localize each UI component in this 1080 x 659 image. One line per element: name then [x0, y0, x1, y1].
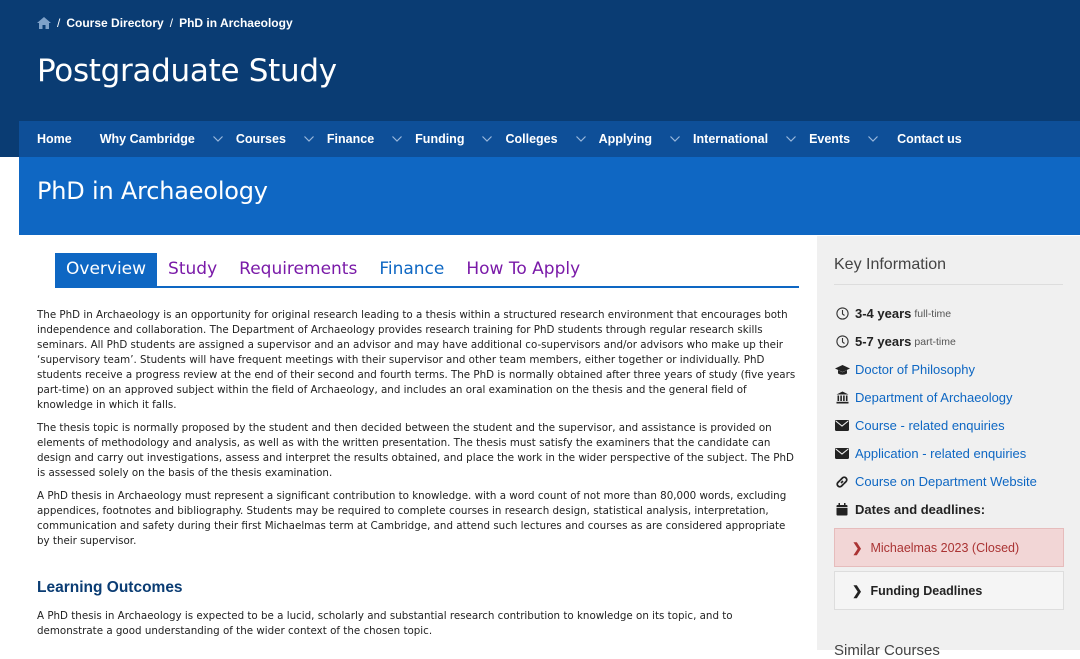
breadcrumb: [37, 16, 293, 30]
nav-label: Home: [37, 132, 72, 146]
clock-icon: [835, 335, 849, 348]
main-nav: [19, 121, 1080, 157]
page-title: PhD in Archaeology: [37, 177, 268, 205]
department-website-label[interactable]: Course on Department Website: [855, 474, 1037, 489]
breadcrumb-separator: /: [169, 16, 174, 30]
degree-label[interactable]: Doctor of Philosophy: [855, 362, 975, 377]
term-label: Michaelmas 2023 (Closed): [870, 540, 1020, 555]
nav-label: Contact us: [897, 132, 962, 146]
breadcrumb-course-directory[interactable]: Course Directory: [66, 16, 164, 30]
nav-applying[interactable]: [599, 121, 693, 157]
institution-icon: [835, 391, 849, 404]
course-enquiries-label[interactable]: Course - related enquiries: [855, 418, 1005, 433]
breadcrumb-current[interactable]: PhD in Archaeology: [179, 16, 293, 30]
sidebar-title: Key Information: [834, 256, 947, 273]
paragraph: A PhD thesis in Archaeology must represent a significant contribution to knowledge. with a word count of not more than 80,000 words, excluding appendices, footnotes and bibliography. Students may be required to complete courses in research design, statistical analysis, interpretation, communication and safety during their first Michaelmas term at Cambridge, and attend such lectures and courses as are considered appropriate by their supervisor.: [37, 490, 787, 547]
nav-label: Colleges: [505, 132, 558, 146]
chevron-down-icon[interactable]: [213, 136, 223, 142]
tab-study[interactable]: Study: [168, 259, 218, 279]
term-michaelmas-2023[interactable]: [834, 528, 1064, 567]
graduation-cap-icon: [835, 363, 849, 376]
nav-international[interactable]: [693, 121, 809, 157]
course-tabs: [55, 253, 799, 288]
chevron-down-icon[interactable]: [670, 136, 680, 142]
tab-requirements[interactable]: Requirements: [239, 259, 358, 279]
nav-courses[interactable]: [236, 121, 327, 157]
key-information-sidebar: [817, 236, 1080, 659]
chevron-down-icon[interactable]: [482, 136, 492, 142]
duration-full-time: [835, 306, 951, 321]
page-banner: [19, 157, 1080, 235]
nav-home[interactable]: [37, 121, 100, 157]
overview-text: [37, 308, 799, 557]
department-label[interactable]: Department of Archaeology: [855, 390, 1013, 405]
chevron-down-icon[interactable]: [392, 136, 402, 142]
nav-events[interactable]: [809, 121, 891, 157]
duration-part-time: [835, 334, 956, 349]
nav-funding[interactable]: [415, 121, 505, 157]
nav-label: Why Cambridge: [99, 132, 195, 146]
nav-label: Events: [809, 132, 851, 146]
clock-icon: [835, 307, 849, 320]
envelope-icon: [835, 447, 849, 460]
breadcrumb-separator: /: [57, 16, 61, 30]
chevron-down-icon[interactable]: [576, 136, 586, 142]
department-link[interactable]: [835, 390, 1013, 405]
duration-mode: part-time: [914, 335, 956, 348]
chevron-down-icon[interactable]: [868, 136, 878, 142]
learning-outcomes-text: A PhD thesis in Archaeology is expected to be a lucid, scholarly and substantial research contribution to knowledge on its topic, and to demonstrate a good understanding of the wider context of the chosen topic.: [37, 610, 733, 637]
calendar-icon: [835, 503, 849, 516]
nav-label: Applying: [598, 132, 653, 146]
chevron-down-icon[interactable]: [304, 136, 314, 142]
nav-colleges[interactable]: [505, 121, 598, 157]
application-enquiries-link[interactable]: [835, 446, 1026, 461]
learning-outcomes-heading: Learning Outcomes: [37, 579, 183, 596]
chevron-down-icon[interactable]: [786, 136, 796, 142]
tab-finance[interactable]: Finance: [379, 259, 445, 279]
duration-value: 3-4 years: [855, 306, 912, 321]
duration-value: 5-7 years: [855, 334, 912, 349]
department-website-link[interactable]: [835, 474, 1037, 489]
site-title[interactable]: Postgraduate Study: [37, 53, 337, 89]
dates-label: Dates and deadlines:: [855, 502, 986, 517]
nav-label: International: [693, 132, 769, 146]
degree-link[interactable]: [835, 362, 975, 377]
nav-contact-us[interactable]: [897, 121, 962, 157]
funding-deadlines[interactable]: [834, 571, 1064, 610]
duration-mode: full-time: [914, 307, 952, 320]
course-enquiries-link[interactable]: [835, 418, 1005, 433]
nav-label: Courses: [235, 132, 286, 146]
tab-how-to-apply[interactable]: How To Apply: [466, 259, 581, 279]
tab-overview[interactable]: Overview: [55, 253, 157, 286]
nav-why-cambridge[interactable]: [100, 121, 236, 157]
paragraph: The PhD in Archaeology is an opportunity for original research leading to a thesis within a structured research environment that encourages both independence and collaboration. The Department of Archaeology provides research training for PhD students through regular research skills seminars. All PhD students are assigned a supervisor and an advisor and may have additional co-supervisors and/or advisors who make up their ‘supervisory team’. Students will have frequent meetings with their supervisor and other team members, either together or individually. PhD students receive a progress review at the end of their second and fourth terms. The PhD is normally obtained after three years of study (five years part-time) on an approved subject within the field of Archaeology, and includes an oral examination on the thesis and the general field of knowledge in which it falls.: [37, 309, 796, 411]
nav-label: Finance: [326, 132, 375, 146]
nav-finance[interactable]: [327, 121, 415, 157]
application-enquiries-label[interactable]: Application - related enquiries: [855, 446, 1027, 461]
divider: [834, 284, 1063, 285]
similar-courses-heading: Similar Courses: [834, 642, 940, 659]
envelope-icon: [835, 419, 849, 432]
nav-label: Funding: [415, 132, 465, 146]
home-icon[interactable]: [37, 17, 51, 29]
paragraph: The thesis topic is normally proposed by the student and then decided between the student and the supervisor, and assistance is provided on elements of methodology and analysis, as well as with the written presentation. The thesis must satisfy the examiners that the candidate can design and carry out investigations, assess and interpret the results obtained, and place the work in the wider perspective of the subject. The PhD is assessed solely on the basis of the thesis examination.: [37, 422, 794, 479]
chevron-right-icon: ❯: [852, 584, 863, 598]
link-icon: [835, 475, 849, 488]
funding-label: Funding Deadlines: [870, 583, 983, 598]
chevron-right-icon: ❯: [852, 541, 863, 555]
dates-deadlines: [835, 502, 985, 517]
